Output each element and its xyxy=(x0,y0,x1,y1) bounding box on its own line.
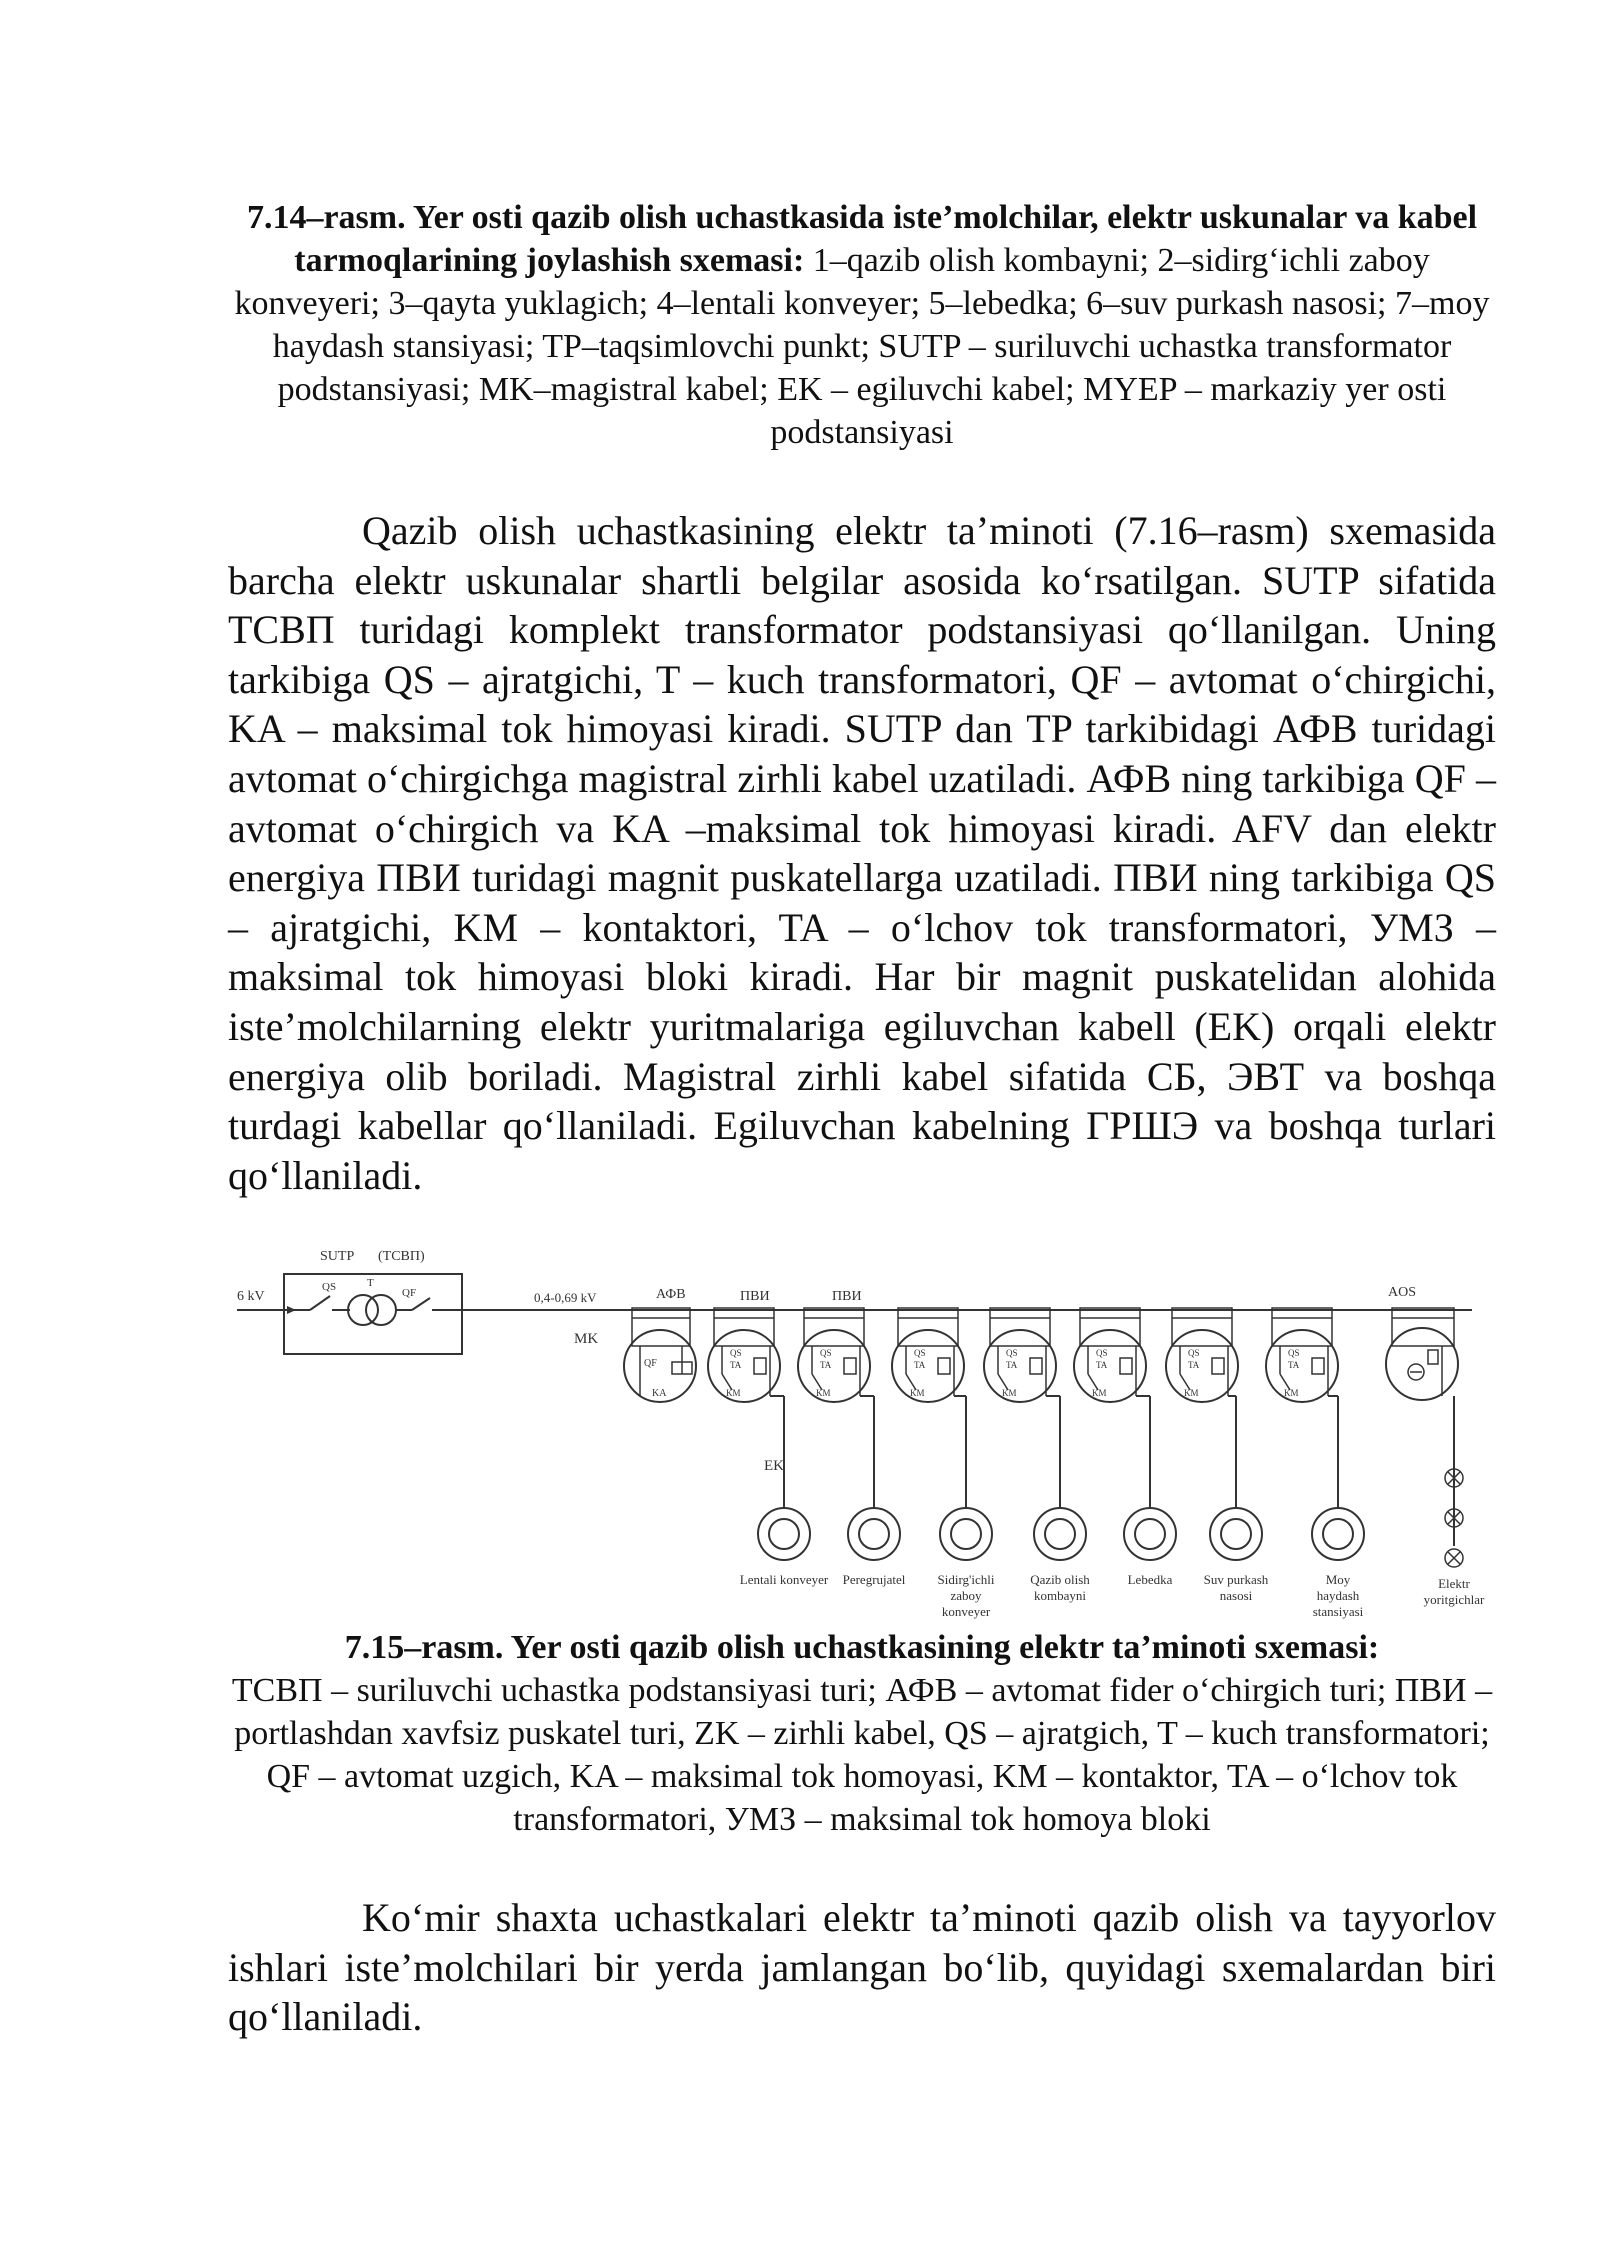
motor-icon-inner xyxy=(859,1519,889,1549)
motor-icon xyxy=(1124,1508,1176,1560)
figure-caption-7-14 xyxy=(228,196,1496,454)
mk-label: MK xyxy=(574,1331,599,1347)
starter-qs-label: QS xyxy=(1188,1348,1200,1358)
starter-relay xyxy=(1312,1358,1324,1374)
lights-label-1: Elektr xyxy=(1438,1576,1470,1591)
starter-km-label: KM xyxy=(816,1388,831,1398)
starter-km-label: KM xyxy=(1002,1388,1017,1398)
consumer-label: Sidirg'ichli xyxy=(937,1572,995,1587)
afv-box xyxy=(632,1308,690,1346)
pvi-starter-unit xyxy=(708,1308,780,1402)
consumer-motor xyxy=(1204,1396,1269,1603)
pvi-starter-unit xyxy=(984,1308,1056,1402)
motor-icon xyxy=(940,1508,992,1560)
starter-km-label: KM xyxy=(1092,1388,1107,1398)
starter-box xyxy=(804,1308,864,1346)
motor-icon-inner xyxy=(1135,1519,1165,1549)
starter-box xyxy=(1272,1308,1332,1346)
motor-icon-inner xyxy=(951,1519,981,1549)
motor-icon xyxy=(1034,1508,1086,1560)
pvi-starter-unit xyxy=(1166,1308,1238,1402)
consumer-label: zaboy xyxy=(950,1588,982,1603)
motor-icon xyxy=(1210,1508,1262,1560)
pvi-starter-unit xyxy=(892,1308,964,1402)
starter-box xyxy=(1172,1308,1232,1346)
consumer-motor xyxy=(1030,1396,1090,1603)
consumer-motor xyxy=(1312,1396,1364,1619)
qf-switch xyxy=(412,1298,430,1310)
starter-circle xyxy=(1166,1330,1238,1402)
figure-caption-7-15 xyxy=(228,1626,1496,1841)
starter-ta-label: TA xyxy=(730,1360,742,1370)
starter-box xyxy=(898,1308,958,1346)
aos-unit xyxy=(1386,1308,1485,1607)
aos-relay xyxy=(1428,1350,1438,1364)
consumer-motor xyxy=(843,1396,906,1587)
starter-relay xyxy=(938,1358,950,1374)
power-supply-schematic xyxy=(232,1246,1502,1626)
starter-qs-label: QS xyxy=(1288,1348,1300,1358)
afv-unit xyxy=(624,1308,696,1402)
starter-km-label: KM xyxy=(1184,1388,1199,1398)
starter-km-label: KM xyxy=(726,1388,741,1398)
motor-icon-inner xyxy=(1045,1519,1075,1549)
starter-circle xyxy=(708,1330,780,1402)
afv-qf-label: QF xyxy=(644,1358,657,1369)
pvi-label-1: ПВИ xyxy=(740,1289,770,1304)
starter-ta-label: TA xyxy=(820,1360,832,1370)
starter-qs-label: QS xyxy=(1096,1348,1108,1358)
consumer-label: Suv purkash xyxy=(1203,1572,1269,1587)
consumer-label: Lebedka xyxy=(1127,1572,1173,1587)
starter-km-label: KM xyxy=(1284,1388,1299,1398)
motor-icon xyxy=(1312,1508,1364,1560)
starter-qs-label: QS xyxy=(730,1348,742,1358)
output-voltage-label: 0,4-0,69 kV xyxy=(534,1290,597,1305)
paragraph-text: Ko‘mir shaxta uchastkalari elektr ta’minoti qazib olish va tayyorlov ishlari iste’molchilari bir yerda jamlangan bo‘lib, quyidagi sxemalardan biri qo‘llaniladi. xyxy=(228,1895,1496,2040)
motor-icon-inner xyxy=(1323,1519,1353,1549)
consumer-label: haydash xyxy=(1316,1588,1360,1603)
starter-km-label: KM xyxy=(910,1388,925,1398)
lights-label-2: yoritgichlar xyxy=(1423,1592,1485,1607)
starter-box xyxy=(714,1308,774,1346)
sutp-label: SUTP xyxy=(320,1249,355,1264)
consumer-motor xyxy=(938,1396,995,1619)
starter-relay xyxy=(1030,1358,1042,1374)
motor-icon-inner xyxy=(1221,1519,1251,1549)
consumer-label: Lentali konveyer xyxy=(739,1572,829,1587)
starter-circle xyxy=(984,1330,1056,1402)
caption-body: 1–qazib olish kombayni; 2–sidirg‘ichli zaboy konveyeri; 3–qayta yuklagich; 4–lentali konveyer; 5–lebedka; 6–suv purkash nasosi; 7–moy haydash stansiyasi; TP–taqsimlovchi punkt; SUTP – suriluvchi uchastka transformator podstansiyasi; MK–magistral kabel; EK – egiluvchi kabel; MYEP – markaziy yer osti podstansiyasi xyxy=(234,242,1490,451)
sutp-qs-label: QS xyxy=(322,1281,337,1293)
starter-relay xyxy=(1212,1358,1224,1374)
consumer-motor xyxy=(1124,1396,1176,1587)
aos-box xyxy=(1392,1308,1454,1346)
motor-icon xyxy=(848,1508,900,1560)
input-voltage-label: 6 kV xyxy=(237,1289,265,1304)
qs-switch xyxy=(310,1296,330,1310)
pvi-starter-unit xyxy=(1266,1308,1338,1402)
starter-relay xyxy=(1120,1358,1132,1374)
starter-ta-label: TA xyxy=(1288,1360,1300,1370)
starter-box xyxy=(1080,1308,1140,1346)
starter-relay xyxy=(844,1358,856,1374)
starter-qs-label: QS xyxy=(820,1348,832,1358)
motor-icon xyxy=(758,1508,810,1560)
consumer-label: Peregrujatel xyxy=(842,1572,906,1587)
pvi-starter-unit xyxy=(1074,1308,1146,1402)
motor-icon-inner xyxy=(769,1519,799,1549)
afv-ka-label: KA xyxy=(652,1388,667,1399)
caption-title: 7.15–rasm. Yer osti qazib olish uchastkasining elektr ta’minoti sxemasi: xyxy=(344,1629,1380,1666)
body-paragraph-1 xyxy=(228,506,1496,1200)
starter-circle xyxy=(798,1330,870,1402)
consumer-label: konveyer xyxy=(941,1604,991,1619)
consumer-label: kombayni xyxy=(1034,1588,1086,1603)
consumer-label: nasosi xyxy=(1219,1588,1253,1603)
ek-label: EK xyxy=(764,1458,784,1474)
consumer-label: stansiyasi xyxy=(1312,1604,1364,1619)
tsvp-label: (ТСВП) xyxy=(378,1249,425,1264)
starter-relay xyxy=(754,1358,766,1374)
starter-box xyxy=(990,1308,1050,1346)
caption-title: 7.14–rasm. Yer osti qazib olish uchastkasida iste’molchilar, elektr uskunalar va kabel tarmoqlarining joylashish sxemasi: xyxy=(246,199,1478,279)
starter-circle xyxy=(892,1330,964,1402)
starter-ta-label: TA xyxy=(1006,1360,1018,1370)
caption-body: ТСВП – suriluvchi uchastka podstansiyasi turi; АФВ – avtomat fider o‘chirgich turi; ПВИ – portlashdan xavfsiz puskatel turi, ZK – zirhli kabel, QS – ajratgich, T – kuch transformatori; QF – avtomat uzgich, KA – maksimal tok homoyasi, KM – kontaktor, TA – o‘lchov tok transformatori, УМЗ – maksimal tok homoya bloki xyxy=(231,1672,1493,1838)
sutp-qf-label: QF xyxy=(402,1287,417,1299)
consumer-label: Moy xyxy=(1325,1572,1351,1587)
starter-ta-label: TA xyxy=(1096,1360,1108,1370)
pvi-label-2: ПВИ xyxy=(832,1289,862,1304)
transformer-coil-1 xyxy=(348,1295,378,1325)
consumer-motor xyxy=(740,1396,829,1587)
transformer-coil-2 xyxy=(366,1295,396,1325)
starter-ta-label: TA xyxy=(1188,1360,1200,1370)
aos-label: AOS xyxy=(1388,1285,1417,1300)
starter-ta-label: TA xyxy=(914,1360,926,1370)
sutp-t-label: T xyxy=(367,1277,374,1289)
body-paragraph-2 xyxy=(228,1893,1496,2042)
starter-qs-label: QS xyxy=(914,1348,926,1358)
afv-label: АФВ xyxy=(656,1287,686,1302)
paragraph-text: Qazib olish uchastkasining elektr ta’minoti (7.16–rasm) sxemasida barcha elektr uskunalar shartli belgilar asosida ko‘rsatilgan. SUTP sifatida ТСВП turidagi komplekt transformator podstansiyasi qo‘llanilgan. Uning tarkibiga QS – ajratgichi, T – kuch transformatori, QF – avtomat o‘chirgichi, KA – maksimal tok himoyasi kiradi. SUTP dan TP tarkibidagi АФВ turidagi avtomat o‘chirgichga magistral zirhli kabel uzatiladi. АФВ ning tarkibiga QF – avtomat o‘chirgich va KA –maksimal tok himoyasi kiradi. AFV dan elektr energiya ПВИ turidagi magnit puskatellarga uzatiladi. ПВИ ning tarkibiga QS – ajratgichi, KM – kontaktori, TA – o‘lchov tok transformatori, УМЗ – maksimal tok himoyasi bloki kiradi. Har bir magnit puskatelidan alohida iste’molchilarning elektr yuritmalariga egiluvchan kabell (EK) orqali elektr energiya olib boriladi. Magistral zirhli kabel sifatida СБ, ЭВТ va boshqa turdagi kabellar qo‘llaniladi. Egiluvchan kabelning ГРШЭ va boshqa turlari qo‘llaniladi. xyxy=(228,508,1496,1198)
consumer-label: Qazib olish xyxy=(1030,1572,1090,1587)
starter-circle xyxy=(1074,1330,1146,1402)
starter-circle xyxy=(1266,1330,1338,1402)
starter-qs-label: QS xyxy=(1006,1348,1018,1358)
aos-circle xyxy=(1386,1328,1458,1400)
pvi-starter-unit xyxy=(798,1308,870,1402)
